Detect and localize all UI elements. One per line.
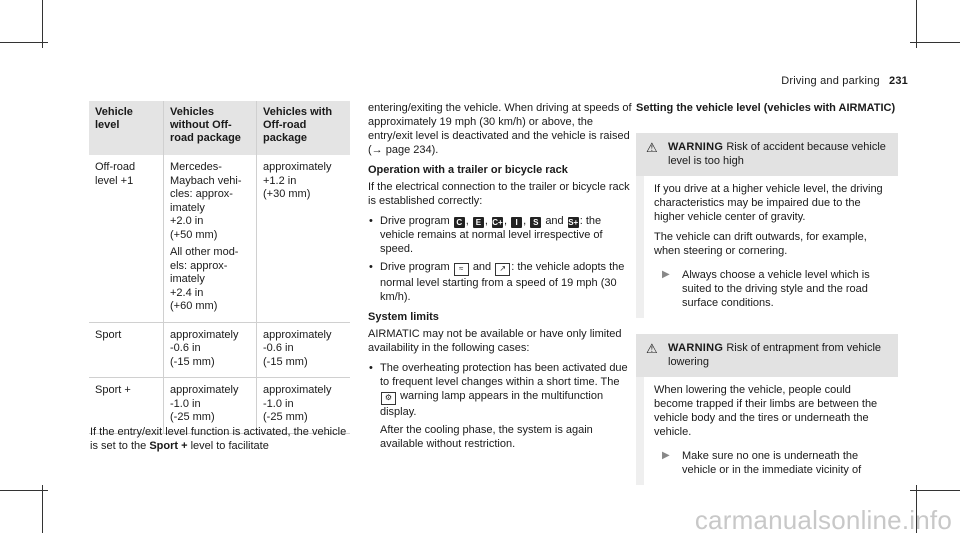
- table-header-cell: Vehicles with Off-road package: [263, 106, 333, 144]
- warning-header: [636, 334, 898, 377]
- action-text: Make sure no one is underneath the vehicle or in the immediate vicinity of: [682, 450, 862, 476]
- list-item: • Drive program C , E , C+, I , S and S+ : the vehicle remains at normal level irrespective of speed.: [368, 214, 632, 256]
- action-step: [654, 268, 888, 310]
- vehicle-level-table: [89, 101, 350, 434]
- bullet-list: [368, 361, 632, 451]
- paragraph: AIRMATIC may not be available or have only limited availability in the following cases:: [368, 328, 622, 354]
- watermark: carmanualsonline.info: [694, 505, 952, 535]
- cell-text: approximately +1.2 in (+30 mm): [263, 161, 332, 200]
- cell-text: approximately -0.6 in (-15 mm): [170, 328, 239, 368]
- list-item: [368, 361, 632, 451]
- table-cell: [89, 155, 164, 322]
- drive-program-i-icon: I: [511, 217, 522, 228]
- offroad-program-icon: ≈: [454, 263, 469, 276]
- section-title: Driving and parking: [781, 75, 880, 87]
- list-text: : the vehicle adopts the normal level starting from a speed of 19 mph (30 km/h).: [380, 261, 625, 303]
- column-right: [636, 101, 898, 501]
- warning-label: WARNING: [668, 342, 724, 354]
- list-item: [368, 260, 632, 304]
- table-cell: [164, 155, 257, 322]
- column-middle: [368, 101, 632, 457]
- list-text: The overheating protection has been activated due to frequent level changes within a short time. The: [380, 362, 628, 388]
- warning-box: [636, 133, 898, 318]
- paragraph: The vehicle can drift outwards, for example, when steering or cornering.: [654, 231, 867, 257]
- action-text: Always choose a vehicle level which is suited to the driving style and the road surface conditions.: [682, 269, 870, 309]
- list-text: and: [545, 215, 564, 227]
- action-step: [654, 449, 888, 477]
- warning-box: [636, 334, 898, 485]
- warning-triangle-icon: ⚠: [646, 140, 658, 155]
- cell-text: Off-road level +1: [95, 161, 136, 187]
- paragraph-text: level to facilitate: [187, 440, 269, 452]
- paragraph-text: If the entry/exit level function is activated, the vehicle is set to the: [90, 426, 347, 452]
- cell-text: All other mod- els: approx- imately +2.4 in (+60 mm): [170, 246, 239, 312]
- table-header-cell: Vehicles without Off-road package: [164, 101, 257, 155]
- warning-title: Risk of accident because vehicle level is too high: [668, 141, 886, 167]
- page-header: [781, 74, 908, 88]
- crop-mark: [42, 0, 43, 48]
- warning-body: [636, 377, 898, 485]
- list-subtext: After the cooling phase, the system is again available without restriction.: [380, 424, 593, 450]
- paragraph: If the electrical connection to the trailer or bicycle rack is established correctly:: [368, 181, 630, 207]
- suspension-warning-icon: ⚙: [381, 392, 396, 405]
- table-header-row: [89, 101, 350, 155]
- sport-plus-label: Sport +: [149, 440, 188, 452]
- table-cell: [257, 322, 351, 378]
- cell-text: Sport: [95, 328, 122, 341]
- table-row: [89, 322, 350, 378]
- paragraph: When lowering the vehicle, people could become trapped if their limbs are between the vehicle body and the tires or underneath the vehicle.: [654, 384, 878, 438]
- section-heading: Operation with a trailer or bicycle rack: [368, 164, 568, 176]
- crop-mark: [910, 42, 960, 43]
- list-text: and: [472, 261, 492, 273]
- crop-mark: [0, 42, 48, 43]
- list-text: warning lamp appears in the multifunction display.: [380, 390, 604, 418]
- table-header-cell: Vehicle level: [89, 101, 164, 155]
- bullet-list: [368, 214, 632, 304]
- paragraph: entering/exiting the vehicle. When driving at speeds of approximately 19 mph (30 km/h) or above, the entry/exit level is deactivated and the vehicle is raised (→ page 234).: [368, 102, 632, 156]
- section-heading: Setting the vehicle level (vehicles with AIRMATIC): [636, 102, 896, 114]
- warning-body: [636, 176, 898, 318]
- page-number: 231: [889, 75, 908, 87]
- crop-mark: [0, 490, 48, 491]
- offroad-plus-program-icon: ↗: [495, 263, 510, 276]
- drive-program-e-icon: E: [473, 217, 484, 228]
- action-arrow-icon: ▶: [662, 450, 670, 461]
- drive-program-s-plus-icon: S+: [568, 218, 579, 227]
- section-heading: System limits: [368, 311, 439, 323]
- warning-title: Risk of entrapment from vehicle lowering: [668, 342, 881, 368]
- drive-program-c-plus-icon: C+: [492, 218, 503, 227]
- cell-text: approximately -1.0 in (-25 mm): [263, 384, 332, 423]
- paragraph: If you drive at a higher vehicle level, the driving characteristics may be impaired due to the higher vehicle center of gravity.: [654, 183, 883, 223]
- table-cell: [164, 322, 257, 378]
- crop-mark: [916, 0, 917, 48]
- list-text: Drive program: [380, 215, 450, 227]
- drive-program-s-icon: S: [530, 217, 541, 228]
- action-arrow-icon: ▶: [662, 269, 670, 280]
- list-text: : the vehicle remains at normal level irrespective of speed.: [380, 215, 603, 255]
- entry-exit-paragraph: [90, 425, 352, 453]
- cell-text: approximately -0.6 in (-15 mm): [263, 328, 332, 368]
- cell-text: Sport +: [95, 384, 131, 396]
- table-row: [89, 155, 350, 322]
- drive-program-c-icon: C: [454, 217, 465, 228]
- table-cell: [89, 322, 164, 378]
- warning-triangle-icon: ⚠: [646, 341, 658, 356]
- cell-text: approximately -1.0 in (-25 mm): [170, 384, 239, 423]
- list-text: Drive program: [380, 261, 450, 273]
- cell-text: Mercedes- Maybach vehi- cles: approx- imately +2.0 in (+50 mm): [170, 161, 242, 241]
- warning-header: [636, 133, 898, 176]
- crop-mark: [910, 490, 960, 491]
- table-cell: [257, 155, 351, 322]
- warning-label: WARNING: [668, 141, 724, 153]
- crop-mark: [42, 485, 43, 533]
